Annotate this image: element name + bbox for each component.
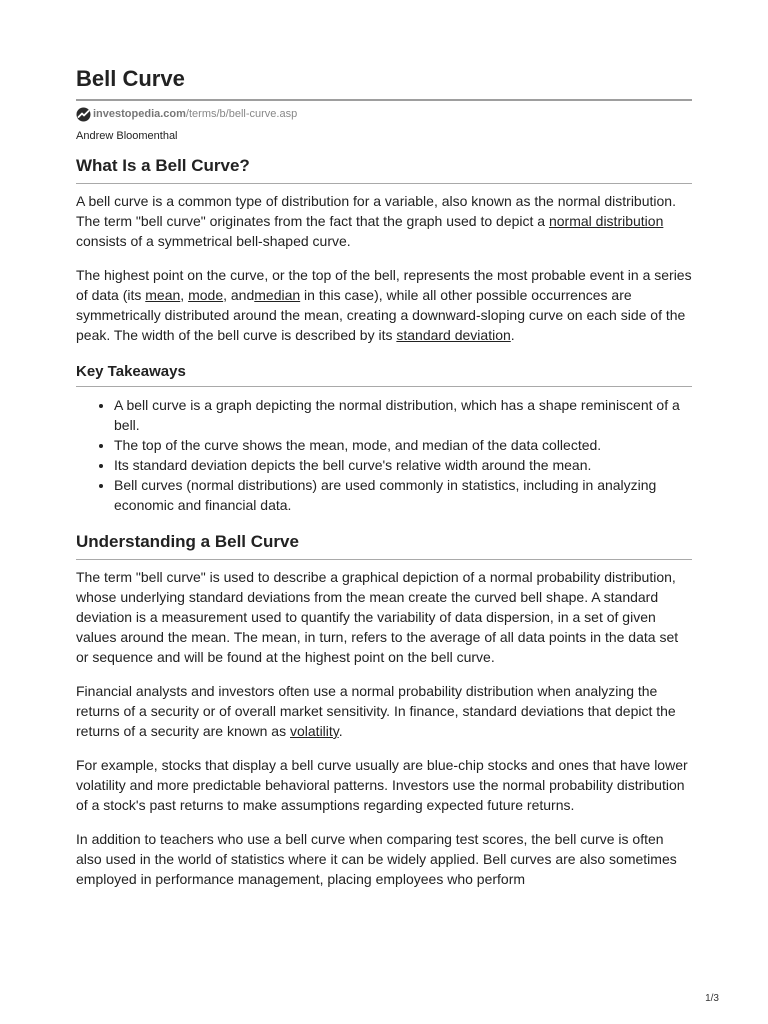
document-page xyxy=(76,62,692,889)
key-takeaways-heading: Key Takeaways xyxy=(76,363,692,387)
list-item: • Its standard deviation depicts the bell curve's relative width around the mean. xyxy=(114,455,692,475)
link-normal-distribution[interactable]: normal distribution xyxy=(548,213,664,229)
page-title: Bell Curve xyxy=(76,66,692,101)
text-span: , and xyxy=(223,287,255,303)
link-volatility[interactable]: volatility xyxy=(290,723,339,739)
author-name: Andrew Bloomenthal xyxy=(76,130,178,142)
text-span: Financial analysts and investors often use a normal probability distribution when analyzing the returns of a security or of overall market sensitivity. In finance, standard deviations that depict the returns of a security are known as xyxy=(76,683,676,739)
text-span: in this case), while all other possible occurrences are symmetrically distributed around the mean, creating a downward-sloping curve on each side of the peak. The width of the bell curve is described by its xyxy=(76,287,686,343)
link-mode[interactable]: mode xyxy=(188,287,224,303)
page-number: 1/3 xyxy=(705,993,719,1004)
investopedia-logo-icon xyxy=(76,107,91,122)
key-takeaways-list xyxy=(76,395,692,515)
link-mean[interactable]: mean xyxy=(145,287,181,303)
section-heading-what-is: What Is a Bell Curve? xyxy=(76,156,692,184)
source-path[interactable]: /terms/b/bell-curve.asp xyxy=(185,108,298,120)
source-domain[interactable]: investopedia.com xyxy=(93,108,186,120)
text-span: The highest point on the curve, or the top of the bell, represents the most probable event in a series of data (its xyxy=(76,267,692,303)
list-item: • A bell curve is a graph depicting the normal distribution, which has a shape reminiscent of a bell. xyxy=(114,395,692,435)
text-span: . xyxy=(510,327,515,343)
paragraph xyxy=(76,681,692,741)
list-item: • The top of the curve shows the mean, mode, and median of the data collected. xyxy=(114,435,692,455)
list-item: • Bell curves (normal distributions) are used commonly in statistics, including in analyzing economic and financial data. xyxy=(114,475,692,515)
section-heading-understanding: Understanding a Bell Curve xyxy=(76,532,692,560)
text-span: . xyxy=(338,723,343,739)
link-standard-deviation[interactable]: standard deviation xyxy=(396,327,511,343)
paragraph xyxy=(76,265,692,345)
paragraph: For example, stocks that display a bell curve usually are blue-chip stocks and ones that have lower volatility and more predictable behavioral patterns. Investors use the normal probability distribution of a stock's past returns to make assumptions regarding expected future returns. xyxy=(76,757,688,813)
text-span: consists of a symmetrical bell-shaped curve. xyxy=(76,233,351,249)
link-median[interactable]: median xyxy=(254,287,301,303)
paragraph: In addition to teachers who use a bell curve when comparing test scores, the bell curve is often also used in the world of statistics where it can be widely applied. Bell curves are also sometimes employed in performance management, placing employees who perform xyxy=(76,831,677,887)
source-line xyxy=(76,107,692,121)
paragraph: The term "bell curve" is used to describe a graphical depiction of a normal probability distribution, whose underlying standard deviations from the mean create the curved bell shape. A standard deviation is a measurement used to quantify the variability of data dispersion, in a set of given values around the mean. The mean, in turn, refers to the average of all data points in the data set or sequence and will be found at the highest point on the bell curve. xyxy=(76,569,679,665)
text-span: A bell curve is a common type of distribution for a variable, also known as the normal distribution. The term "bell curve" originates from the fact that the graph used to depict a xyxy=(76,193,676,229)
paragraph xyxy=(76,191,692,251)
text-span: , xyxy=(180,287,189,303)
